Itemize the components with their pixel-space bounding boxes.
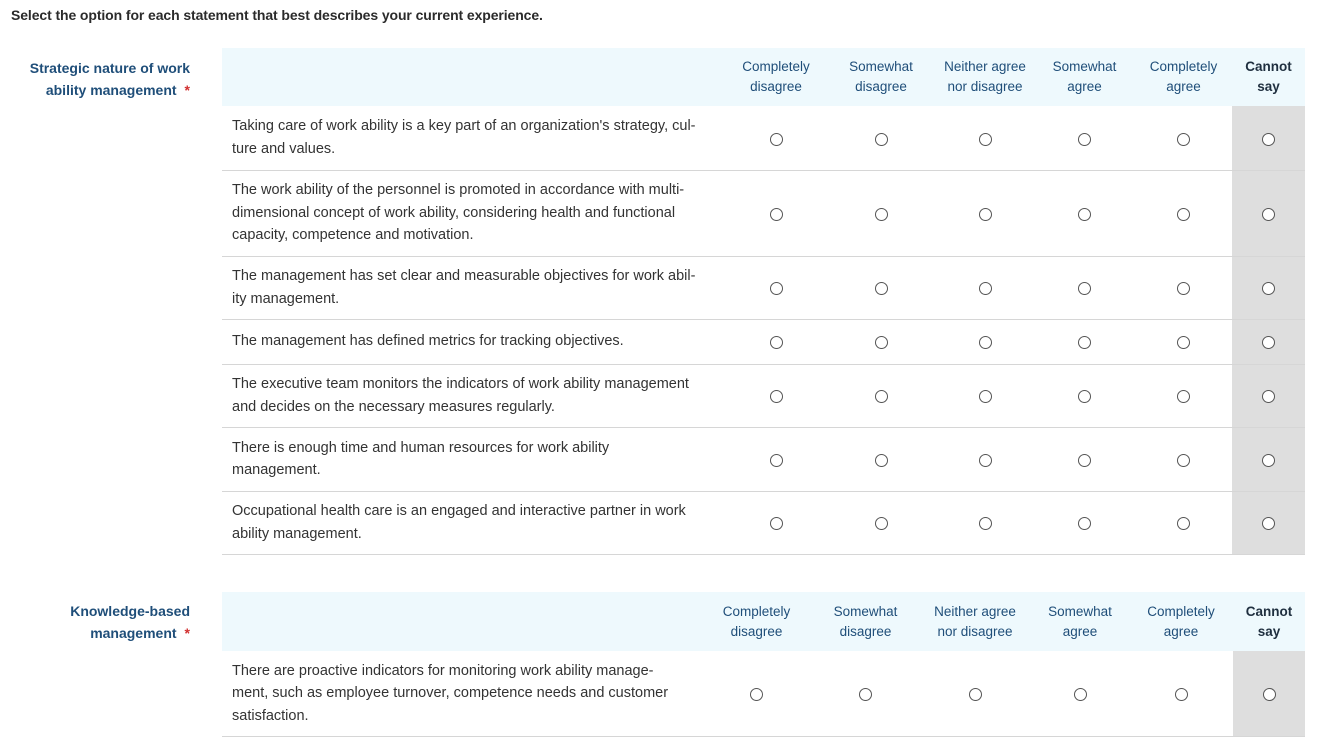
statement-text	[222, 256, 726, 319]
option-cell-completely-disagree	[726, 256, 826, 319]
option-cell-somewhat-agree	[1034, 427, 1135, 491]
radio-completely-disagree[interactable]	[770, 336, 783, 349]
radio-cannot-say[interactable]	[1262, 208, 1275, 221]
statement-line: There are proactive indicators for monitoring work ability manage-	[232, 662, 654, 679]
option-cell-somewhat-agree	[1031, 651, 1129, 736]
radio-somewhat-disagree[interactable]	[875, 336, 888, 349]
option-cell-neither-agree-nor-disagree	[919, 651, 1031, 736]
question-label-knowledge-based	[10, 600, 190, 644]
option-cell-cannot-say	[1232, 106, 1305, 170]
radio-somewhat-agree[interactable]	[1078, 208, 1091, 221]
question-label-strategic-nature	[10, 57, 190, 101]
option-cell-completely-agree	[1135, 170, 1232, 256]
statement-row	[222, 651, 1305, 736]
option-cell-cannot-say	[1232, 364, 1305, 427]
statement-line: The management has defined metrics for tracking objectives.	[232, 333, 624, 350]
statement-line: The management has set clear and measurable objectives for work abil-	[232, 268, 696, 284]
statement-line: ment, such as employee turnover, competence needs and customer	[232, 685, 669, 701]
option-cell-somewhat-agree	[1034, 170, 1135, 256]
column-header-somewhat-agree: Somewhat agree	[1031, 592, 1129, 651]
option-cell-completely-agree	[1135, 427, 1232, 491]
radio-completely-agree[interactable]	[1177, 208, 1190, 221]
question-label-line: ability management *	[45, 82, 190, 98]
statement-line: ity management.	[232, 290, 340, 307]
option-cell-somewhat-agree	[1034, 106, 1135, 170]
statement-text	[222, 319, 726, 364]
option-cell-somewhat-disagree	[826, 256, 936, 319]
radio-completely-agree[interactable]	[1177, 454, 1190, 467]
radio-somewhat-disagree[interactable]	[875, 454, 888, 467]
radio-neither-agree-nor-disagree[interactable]	[979, 517, 992, 530]
radio-completely-disagree[interactable]	[770, 390, 783, 403]
statement-text	[222, 651, 701, 736]
matrix-strategic-nature	[222, 48, 1305, 555]
radio-completely-disagree[interactable]	[770, 133, 783, 146]
column-header-completely-disagree: Completely disagree	[726, 48, 826, 106]
radio-neither-agree-nor-disagree[interactable]	[979, 133, 992, 146]
column-header-cannot-say: Cannot say	[1233, 592, 1305, 651]
option-cell-completely-disagree	[701, 651, 812, 736]
option-cell-somewhat-agree	[1034, 364, 1135, 427]
statement-line: There is enough time and human resources for work ability	[232, 439, 610, 456]
option-cell-completely-disagree	[726, 319, 826, 364]
radio-somewhat-agree[interactable]	[1078, 282, 1091, 295]
radio-somewhat-agree[interactable]	[1078, 133, 1091, 146]
option-cell-completely-agree	[1135, 256, 1232, 319]
radio-completely-agree[interactable]	[1177, 517, 1190, 530]
statement-line: satisfaction.	[232, 707, 309, 724]
column-header-completely-agree: Completely agree	[1135, 48, 1232, 106]
statement-line: and decides on the necessary measures regularly.	[232, 398, 555, 415]
radio-neither-agree-nor-disagree[interactable]	[979, 390, 992, 403]
option-cell-cannot-say	[1232, 256, 1305, 319]
radio-completely-agree[interactable]	[1177, 336, 1190, 349]
statement-row	[222, 170, 1305, 256]
matrix-header-row	[222, 592, 1305, 651]
radio-cannot-say[interactable]	[1262, 282, 1275, 295]
radio-cannot-say[interactable]	[1262, 517, 1275, 530]
survey-instruction: Select the option for each statement that best describes your current experience.	[11, 7, 543, 23]
statement-column-header	[222, 592, 701, 651]
option-cell-cannot-say	[1232, 319, 1305, 364]
option-cell-somewhat-disagree	[826, 319, 936, 364]
option-cell-completely-agree	[1135, 106, 1232, 170]
option-cell-somewhat-disagree	[812, 651, 919, 736]
statement-column-header	[222, 48, 726, 106]
option-cell-completely-disagree	[726, 491, 826, 554]
column-header-completely-disagree: Completely disagree	[701, 592, 812, 651]
radio-cannot-say[interactable]	[1263, 688, 1276, 701]
radio-completely-agree[interactable]	[1175, 688, 1188, 701]
option-cell-neither-agree-nor-disagree	[936, 364, 1034, 427]
statement-line: Occupational health care is an engaged and interactive partner in work	[232, 503, 686, 519]
option-cell-neither-agree-nor-disagree	[936, 170, 1034, 256]
statement-line: Taking care of work ability is a key part of an organization's strategy, cul-	[232, 118, 696, 135]
radio-somewhat-agree[interactable]	[1078, 454, 1091, 467]
option-cell-cannot-say	[1232, 491, 1305, 554]
option-cell-completely-disagree	[726, 170, 826, 256]
option-cell-neither-agree-nor-disagree	[936, 319, 1034, 364]
option-cell-neither-agree-nor-disagree	[936, 106, 1034, 170]
required-asterisk: *	[184, 625, 190, 641]
statement-line: ability management.	[232, 525, 362, 542]
radio-completely-disagree[interactable]	[770, 517, 783, 530]
radio-somewhat-disagree[interactable]	[875, 390, 888, 403]
statement-line: dimensional concept of work ability, considering health and functional	[232, 204, 676, 221]
option-cell-neither-agree-nor-disagree	[936, 256, 1034, 319]
column-header-cannot-say: Cannot say	[1232, 48, 1305, 106]
option-cell-somewhat-disagree	[826, 364, 936, 427]
statement-text	[222, 170, 726, 256]
matrix-header-row	[222, 48, 1305, 106]
statement-row	[222, 256, 1305, 319]
option-cell-completely-agree	[1135, 364, 1232, 427]
option-cell-completely-disagree	[726, 364, 826, 427]
statement-row	[222, 319, 1305, 364]
column-header-somewhat-disagree: Somewhat disagree	[812, 592, 919, 651]
question-label-line: management *	[90, 625, 190, 641]
option-cell-cannot-say	[1232, 170, 1305, 256]
option-cell-completely-disagree	[726, 427, 826, 491]
question-label-line: Strategic nature of work	[29, 60, 190, 76]
radio-somewhat-agree[interactable]	[1074, 688, 1087, 701]
radio-completely-disagree[interactable]	[770, 454, 783, 467]
radio-somewhat-disagree[interactable]	[875, 208, 888, 221]
option-cell-somewhat-agree	[1034, 491, 1135, 554]
statement-line: The executive team monitors the indicators of work ability management	[232, 376, 689, 392]
option-cell-somewhat-disagree	[826, 491, 936, 554]
required-asterisk: *	[184, 82, 190, 98]
radio-somewhat-agree[interactable]	[1078, 336, 1091, 349]
statement-row	[222, 364, 1305, 427]
radio-cannot-say[interactable]	[1262, 336, 1275, 349]
radio-completely-disagree[interactable]	[770, 208, 783, 221]
radio-somewhat-disagree[interactable]	[875, 282, 888, 295]
radio-completely-agree[interactable]	[1177, 282, 1190, 295]
option-cell-cannot-say	[1233, 651, 1305, 736]
option-cell-neither-agree-nor-disagree	[936, 427, 1034, 491]
option-cell-somewhat-disagree	[826, 106, 936, 170]
radio-neither-agree-nor-disagree[interactable]	[969, 688, 982, 701]
statement-line: ture and values.	[232, 140, 336, 157]
option-cell-neither-agree-nor-disagree	[936, 491, 1034, 554]
option-cell-completely-agree	[1135, 491, 1232, 554]
statement-line: capacity, competence and motivation.	[232, 227, 474, 244]
column-header-neither-agree-nor-disagree: Neither agree nor disagree	[919, 592, 1031, 651]
option-cell-somewhat-disagree	[826, 170, 936, 256]
radio-cannot-say[interactable]	[1262, 454, 1275, 467]
column-header-somewhat-agree: Somewhat agree	[1034, 48, 1135, 106]
radio-cannot-say[interactable]	[1262, 390, 1275, 403]
statement-text	[222, 106, 726, 170]
radio-somewhat-agree[interactable]	[1078, 390, 1091, 403]
radio-somewhat-disagree[interactable]	[859, 688, 872, 701]
option-cell-completely-agree	[1135, 319, 1232, 364]
statement-line: management.	[232, 462, 321, 478]
question-label-line: Knowledge-based	[70, 603, 190, 619]
option-cell-completely-disagree	[726, 106, 826, 170]
radio-cannot-say[interactable]	[1262, 133, 1275, 146]
matrix-knowledge-based	[222, 592, 1305, 737]
statement-row	[222, 491, 1305, 554]
option-cell-completely-agree	[1129, 651, 1233, 736]
radio-somewhat-agree[interactable]	[1078, 517, 1091, 530]
statement-text	[222, 491, 726, 554]
column-header-completely-agree: Completely agree	[1129, 592, 1233, 651]
statement-row	[222, 106, 1305, 170]
radio-completely-agree[interactable]	[1177, 390, 1190, 403]
radio-neither-agree-nor-disagree[interactable]	[979, 336, 992, 349]
statement-text	[222, 427, 726, 491]
radio-neither-agree-nor-disagree[interactable]	[979, 454, 992, 467]
statement-text	[222, 364, 726, 427]
radio-somewhat-disagree[interactable]	[875, 517, 888, 530]
column-header-somewhat-disagree: Somewhat disagree	[826, 48, 936, 106]
radio-completely-agree[interactable]	[1177, 133, 1190, 146]
statement-line: The work ability of the personnel is promoted in accordance with multi-	[232, 182, 685, 199]
radio-completely-disagree[interactable]	[750, 688, 763, 701]
radio-completely-disagree[interactable]	[770, 282, 783, 295]
option-cell-somewhat-disagree	[826, 427, 936, 491]
column-header-neither-agree-nor-disagree: Neither agree nor disagree	[936, 48, 1034, 106]
radio-somewhat-disagree[interactable]	[875, 133, 888, 146]
radio-neither-agree-nor-disagree[interactable]	[979, 208, 992, 221]
radio-neither-agree-nor-disagree[interactable]	[979, 282, 992, 295]
statement-row	[222, 427, 1305, 491]
option-cell-somewhat-agree	[1034, 256, 1135, 319]
option-cell-somewhat-agree	[1034, 319, 1135, 364]
option-cell-cannot-say	[1232, 427, 1305, 491]
